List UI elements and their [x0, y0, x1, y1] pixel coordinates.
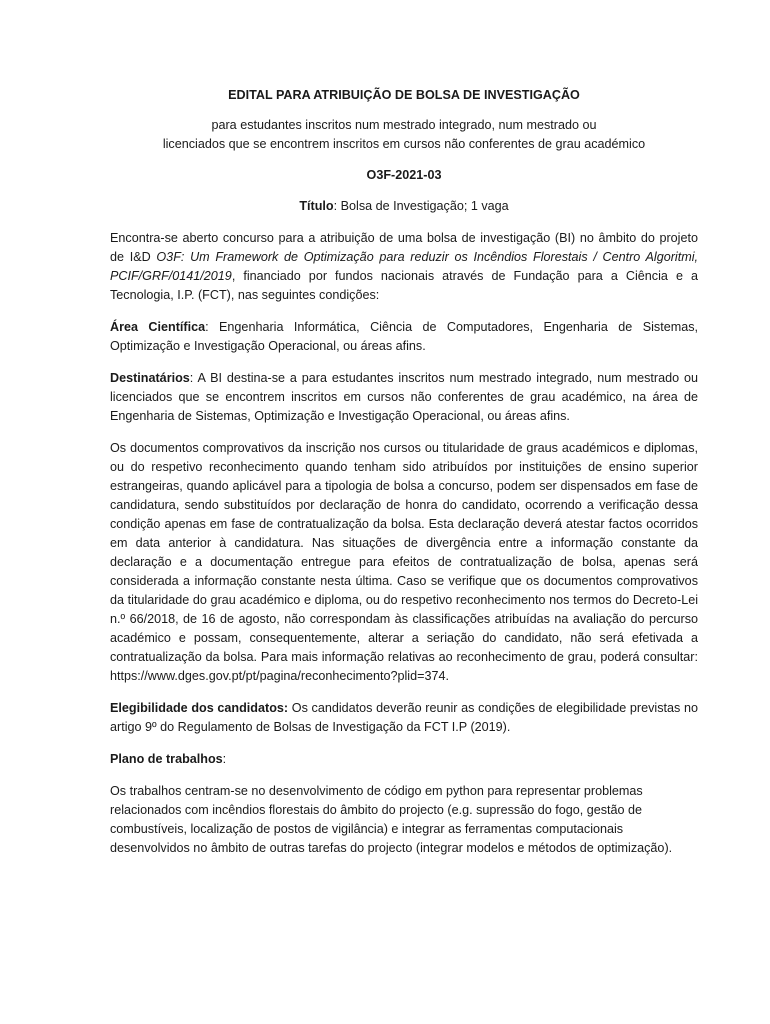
recipients-paragraph [110, 369, 698, 426]
document-body [110, 86, 698, 871]
grant-title-line [110, 197, 698, 216]
documents-paragraph [110, 439, 698, 686]
document-subtitle [110, 116, 698, 154]
eligibility-paragraph [110, 699, 698, 737]
scientific-area-paragraph [110, 318, 698, 356]
work-plan-heading [110, 750, 698, 769]
intro-paragraph [110, 229, 698, 305]
scientific-area-label: Área Científica [110, 320, 206, 334]
grant-title-label: Título [299, 199, 334, 213]
document-title: EDITAL PARA ATRIBUIÇÃO DE BOLSA DE INVESTIGAÇÃO [228, 88, 580, 102]
grant-title-value: : Bolsa de Investigação; 1 vaga [333, 199, 509, 213]
documents-text: Os documentos comprovativos da inscrição nos cursos ou titularidade de graus académicos e diplomas, ou do respetivo reconhecimento quando tenham sido atribuídos por instituições de ensino superior estrangeiras, quando aplicável para a tipologia de bolsa a concurso, podem ser dispensados em fase de candidatura, sendo substituídos por declaração de honra do candidato, ocorrendo a verificação dessa condição apenas em fase de contratualização da bolsa. Esta declaração deverá atestar factos ocorridos em data anterior à candidatura. Nas situações de divergência entre a informação constante da declaração e a documentação entregue para efeitos de contratualização de bolsa, apenas será considerada a informação constante nesta última. Caso se verifique que os documentos comprovativos da titularidade do grau académico e diploma, ou do respetivo reconhecimento nos termos do Decreto-Lei n.º 66/2018, de 16 de agosto, não correspondam às classificações atribuídas na avaliação do percurso académico e possam, consequentemente, alterar a seriação do candidato, não será efetivada a contratualização da bolsa. Para mais informação relativas ao reconhecimento de grau, poderá consultar: [110, 441, 698, 664]
work-plan-paragraph: Os trabalhos centram-se no desenvolvimento de código em python para representar problemas relacionados com incêndios florestais do âmbito do projecto (e.g. supressão do fogo, gestão de combustíveis, localização de postos de vigilância) e integrar as ferramentas computacionais desenvolvidos no âmbito de outras tarefas do projecto (integrar modelos e métodos de optimização). [110, 784, 673, 855]
recognition-link[interactable]: https://www.dges.gov.pt/pt/pagina/reconhecimento?plid=374. [110, 669, 449, 683]
intro-text-2: , financiado por fundos nacionais através de Fundação para a Ciência e a Tecnologia, I.P. (FCT), nas seguintes condições: [110, 269, 698, 302]
eligibility-text: Os candidatos deverão reunir as condições de elegibilidade previstas no artigo 9º do Regulamento de Bolsas de Investigação da FCT I.P (2019). [110, 701, 698, 734]
subtitle-line-1: para estudantes inscritos num mestrado integrado, num mestrado ou [211, 118, 597, 132]
intro-text-1: Encontra-se aberto concurso para a atribuição de uma bolsa de investigação (BI) no âmbito do projeto de I&D [110, 231, 698, 264]
scientific-area-text: : Engenharia Informática, Ciência de Computadores, Engenharia de Sistemas, Optimização e Investigação Operacional, ou áreas afins. [110, 320, 698, 353]
recipients-text: : A BI destina-se a para estudantes inscritos num mestrado integrado, num mestrado ou licenciados que se encontrem inscritos em cursos não conferentes de grau académico, na área de Engenharia de Sistemas, Optimização e Investigação Operacional, ou áreas afins. [110, 371, 698, 423]
reference-code: O3F-2021-03 [366, 168, 442, 182]
subtitle-line-2: licenciados que se encontrem inscritos em cursos não conferentes de grau académico [162, 137, 646, 151]
eligibility-label: Elegibilidade dos candidatos: [110, 701, 289, 715]
recipients-label: Destinatários [110, 371, 190, 385]
work-plan-label: Plano de trabalhos [110, 752, 223, 766]
project-name: O3F: Um Framework de Optimização para reduzir os Incêndios Florestais / Centro Algoritmi, PCIF/GRF/0141/2019 [110, 250, 699, 283]
work-plan-colon: : [222, 752, 227, 766]
